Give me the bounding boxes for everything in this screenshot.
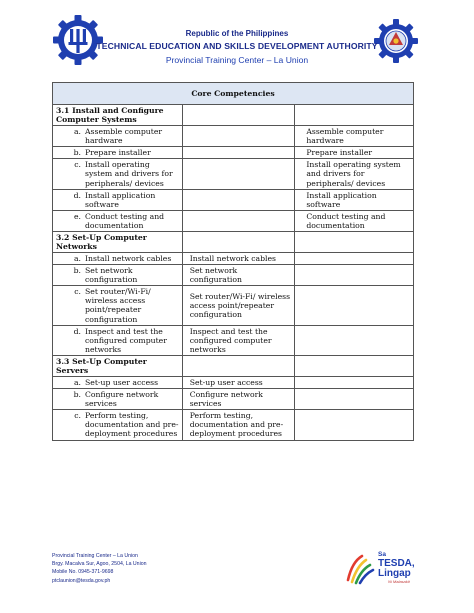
column-3-cell <box>295 159 414 189</box>
competency-cell <box>53 377 183 389</box>
item-text: Set network configuration <box>85 266 138 285</box>
table-header-row <box>53 83 414 105</box>
empty-cell <box>295 355 414 376</box>
column-3-text: Conduct testing and documentation <box>306 211 386 230</box>
column-2-text: Inspect and test the configured computer networks <box>189 326 272 354</box>
svg-text:TESDA,: TESDA, <box>378 558 415 569</box>
item-text: Configure network services <box>85 390 159 409</box>
item-text: Install operating system and drivers for peripherals/ devices <box>85 160 173 188</box>
competency-row <box>53 325 414 355</box>
item-text: Prepare installer <box>85 148 151 158</box>
item-text: Set-up user access <box>85 378 159 388</box>
item-letter: c. <box>74 411 81 421</box>
column-3-text: Install operating system and drivers for peripherals/ devices <box>306 160 401 188</box>
competency-row <box>53 389 414 410</box>
column-2-text: Configure network services <box>189 390 263 409</box>
competency-row <box>53 126 414 147</box>
competency-row <box>53 147 414 159</box>
column-2-cell <box>182 253 295 265</box>
item-letter: c. <box>74 160 81 170</box>
column-3-cell <box>295 253 414 265</box>
item-letter: a. <box>73 127 81 137</box>
column-3-cell <box>295 189 414 210</box>
column-3-cell <box>295 147 414 159</box>
item-letter: a. <box>73 254 81 264</box>
competency-item <box>56 127 179 145</box>
footer-email: ptclaunion@tesda.gov.ph <box>52 577 111 584</box>
competency-row <box>53 253 414 265</box>
competency-item <box>56 212 179 230</box>
section-row <box>53 105 414 126</box>
competency-cell <box>53 159 183 189</box>
competency-cell <box>53 147 183 159</box>
footer-line: Provincial Training Center – La Union <box>52 553 138 559</box>
competency-cell <box>53 265 183 286</box>
lingap-logo-icon <box>344 546 422 586</box>
competency-cell <box>53 389 183 410</box>
section-title: Install and Configure Computer Systems <box>56 106 164 125</box>
column-3-cell <box>295 126 414 147</box>
column-2-cell <box>182 126 295 147</box>
column-3-cell <box>295 325 414 355</box>
competency-row <box>53 286 414 325</box>
column-3-text: Install application software <box>306 190 377 209</box>
section-number: 3.1 <box>56 106 70 115</box>
footer-line: Mobile No. 0945-371-9698 <box>52 569 114 576</box>
item-letter: d. <box>73 190 81 200</box>
competency-cell <box>53 325 183 355</box>
item-letter: b. <box>73 266 81 276</box>
item-text: Set router/Wi-Fi/ wireless access point/repeater configuration <box>85 287 151 324</box>
competency-item <box>56 160 179 187</box>
column-2-text: Install network cables <box>189 254 277 264</box>
section-cell <box>53 231 183 252</box>
column-2-cell <box>182 389 295 410</box>
column-2-cell <box>182 210 295 231</box>
column-3-cell <box>295 389 414 410</box>
item-text: Conduct testing and documentation <box>85 211 165 230</box>
empty-cell <box>182 231 295 252</box>
footer-line: Brgy. Macalva Sur, Agoo, 2504, La Union <box>52 561 147 568</box>
item-text: Install application software <box>85 190 156 209</box>
section-number: 3.2 <box>56 232 70 242</box>
item-text: Inspect and test the configured computer networks <box>85 326 167 354</box>
competency-row <box>53 377 414 389</box>
competency-cell <box>53 189 183 210</box>
column-2-cell <box>182 325 295 355</box>
item-letter: a. <box>73 378 81 388</box>
table-title: Core Competencies <box>53 83 414 105</box>
competencies-table <box>52 82 414 441</box>
empty-cell <box>182 355 295 376</box>
competency-item <box>56 148 179 157</box>
competency-row <box>53 159 414 189</box>
column-2-text: Set network configuration <box>189 266 242 285</box>
competency-item <box>56 378 179 387</box>
column-2-cell <box>182 410 295 440</box>
column-2-text: Set router/Wi-Fi/ wireless access point/repeater configuration <box>189 291 291 320</box>
column-2-text: Perform testing, documentation and pre-deployment procedures <box>189 411 284 439</box>
column-3-cell <box>295 265 414 286</box>
item-letter: b. <box>73 390 81 400</box>
svg-text:Lingap: Lingap <box>378 568 411 579</box>
item-text: Assemble computer hardware <box>85 127 163 146</box>
item-letter: d. <box>73 326 81 336</box>
column-3-text: Prepare installer <box>306 148 373 158</box>
competency-item <box>56 191 179 209</box>
column-3-text: Assemble computer hardware <box>306 127 384 146</box>
competency-cell <box>53 286 183 325</box>
column-2-text: Set-up user access <box>189 378 263 388</box>
republic-header: Republic of the Philippines <box>185 29 289 38</box>
item-text: Perform testing, documentation and pre-deployment procedures <box>85 411 179 439</box>
column-3-cell <box>295 286 414 325</box>
column-2-cell <box>182 159 295 189</box>
competency-item <box>56 411 179 438</box>
column-3-cell <box>295 410 414 440</box>
column-3-cell <box>295 377 414 389</box>
item-letter: b. <box>73 148 81 158</box>
empty-cell <box>182 105 295 126</box>
item-text: Install network cables <box>85 254 172 264</box>
item-letter: e. <box>74 211 81 221</box>
provincial-center: Provincial Training Center – La Union <box>165 55 309 65</box>
svg-text:Sa: Sa <box>378 551 386 558</box>
section-title: Set-Up Computer Servers <box>56 356 147 375</box>
section-number: 3.3 <box>56 356 70 366</box>
section-row <box>53 355 414 376</box>
column-2-cell <box>182 189 295 210</box>
empty-cell <box>295 231 414 252</box>
competency-cell <box>53 126 183 147</box>
competency-item <box>56 390 179 408</box>
competency-cell <box>53 253 183 265</box>
item-letter: c. <box>74 287 81 297</box>
competency-cell <box>53 210 183 231</box>
empty-cell <box>295 105 414 126</box>
column-3-cell <box>295 210 414 231</box>
competency-row <box>53 410 414 440</box>
agency-name: TECHNICAL EDUCATION AND SKILLS DEVELOPMENT AUTHORITY <box>96 41 378 51</box>
column-2-cell <box>182 147 295 159</box>
competency-row <box>53 189 414 210</box>
section-title: Set-Up Computer Networks <box>56 232 147 252</box>
column-2-cell <box>182 377 295 389</box>
competency-row <box>53 265 414 286</box>
section-row <box>53 231 414 252</box>
competency-item <box>56 254 179 263</box>
section-cell <box>53 105 183 126</box>
section-cell <box>53 355 183 376</box>
column-2-cell <box>182 265 295 286</box>
competency-cell <box>53 410 183 440</box>
competency-item <box>56 287 179 323</box>
svg-text:Ni Malasakit: Ni Malasakit <box>388 579 410 584</box>
competency-row <box>53 210 414 231</box>
footer-address <box>52 552 147 585</box>
competency-item <box>56 266 179 284</box>
column-2-cell <box>182 286 295 325</box>
competency-item <box>56 327 179 354</box>
